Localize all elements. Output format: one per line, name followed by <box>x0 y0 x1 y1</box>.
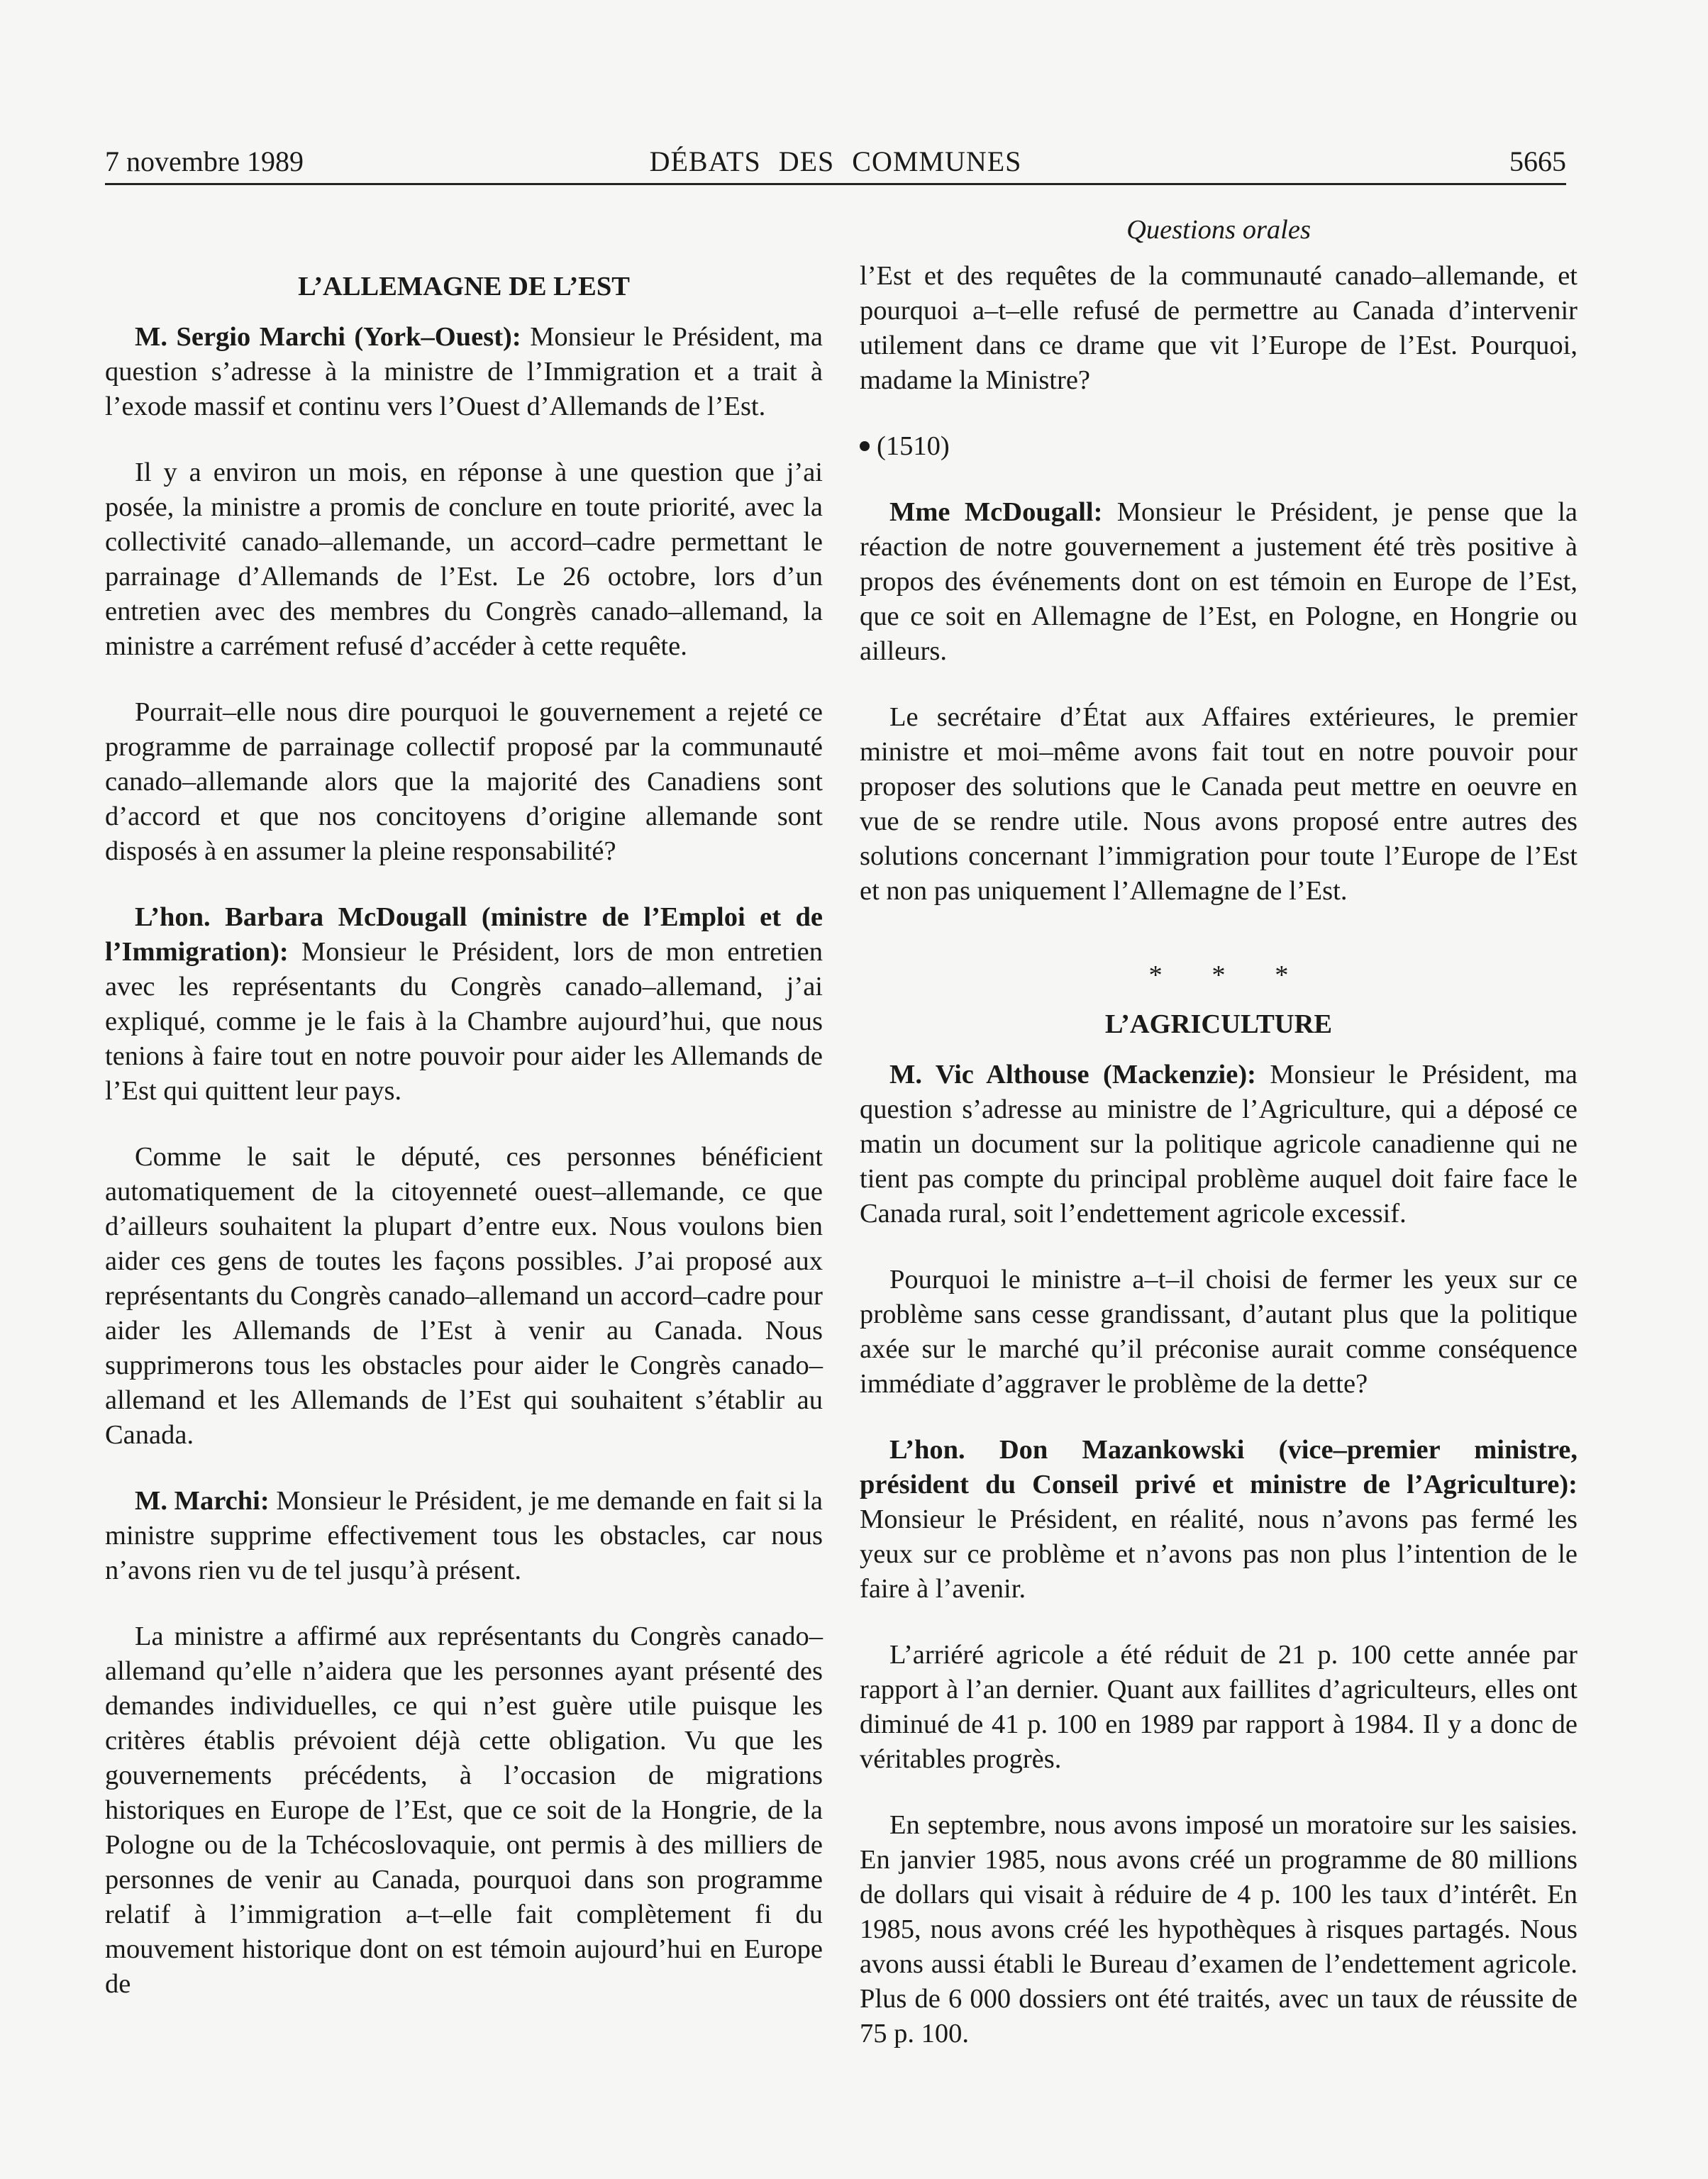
paragraph <box>105 320 823 424</box>
paragraph: La ministre a affirmé aux représentants du Congrès canado–allemand qu’elle n’aidera que les personnes ayant présenté des demandes individuelles, ce qui n’est guère utile puisque les critères établis prévoient déjà cette obligation. Vu que les gouvernements précédents, à l’occasion de migrations historiques en Europe de l’Est, que ce soit de la Hongrie, de la Pologne ou de la Tchécoslovaquie, ont permis à des milliers de personnes de venir au Canada, pourquoi dans son programme relatif à l’immigration a–t–elle fait complètement fi du mouvement historique dont on est témoin aujourd’hui en Europe de <box>105 1621 823 1999</box>
paragraph: Comme le sait le député, ces personnes bénéficient automatiquement de la citoyenneté ouest–allemande, ce que d’ailleurs souhaitent la plupart d’entre eux. Nous voulons bien aider ces gens de toutes les façons possibles. J’ai proposé aux représentants du Congrès canado–allemand un accord–cadre pour aider les Allemands de l’Est à venir au Canada. Nous supprimerons tous les obstacles pour aider le Congrès canado–allemand et les Allemands de l’Est qui souhaitent s’établir au Canada. <box>105 1142 823 1450</box>
paragraph <box>860 495 1577 669</box>
paragraph: Le secrétaire d’État aux Affaires extérieures, le premier ministre et moi–même avons fait tout en notre pouvoir pour proposer des solutions que le Canada peut mettre en oeuvre en vue de se rendre utile. Nous avons proposé entre autres des solutions concernant l’immigration pour toute l’Europe de l’Est et non pas uniquement l’Allemagne de l’Est. <box>860 702 1577 906</box>
paragraph: Pourquoi le ministre a–t–il choisi de fermer les yeux sur ce problème sans cesse grandissant, d’autant plus que la politique axée sur le marché qu’il préconise aurait comme conséquence immédiate d’aggraver le problème de la dette? <box>860 1265 1577 1399</box>
section-label: Questions orales <box>1126 215 1311 245</box>
speech-text: Monsieur le Président, je me demande en fait si la ministre supprime effectivement tous les obstacles, car nous n’avons rien vu de tel jusqu’à présent. <box>105 1486 823 1585</box>
paragraph <box>860 1433 1577 1607</box>
speech-text: Monsieur le Président, je pense que la réaction de notre gouvernement a justement été très positive à propos des événements dont on est témoin en Europe de l’Est, que ce soit en Allemagne de l’Est, en Pologne, en Hongrie ou ailleurs. <box>860 497 1577 666</box>
left-column <box>105 213 823 2002</box>
section-heading-east-germany: L’ALLEMAGNE DE L’EST <box>298 272 630 301</box>
header-rule <box>105 183 1566 185</box>
paragraph: En septembre, nous avons imposé un moratoire sur les saisies. En janvier 1985, nous avons créé un programme de 80 millions de dollars qui visait à réduire de 4 p. 100 les taux d’intérêt. En 1985, nous avons créé les hypothèques à risques partagés. Nous avons aussi établi le Bureau d’examen de l’endettement agricole. Plus de 6 000 dossiers ont été traités, avec un taux de réussite de 75 p. 100. <box>860 1810 1577 2048</box>
speech-text: Monsieur le Président, lors de mon entretien avec les représentants du Congrès canado–allemand, j’ai expliqué, comme je le fais à la Chambre aujourd’hui, que nous tenions à faire tout en notre pouvoir pour aider les Allemands de l’Est qui quittent leur pays. <box>105 937 823 1106</box>
section-heading-agriculture: L’AGRICULTURE <box>1104 1009 1333 1039</box>
header-page-number: 5665 <box>1509 145 1566 177</box>
time-stamp: (1510) <box>877 431 950 461</box>
time-marker <box>860 429 1577 464</box>
speaker-name: M. Vic Althouse (Mackenzie): <box>889 1060 1256 1090</box>
bullet-icon <box>860 441 870 451</box>
paragraph <box>105 1484 823 1588</box>
section-separator: * * * <box>1148 960 1310 990</box>
paragraph: Il y a environ un mois, en réponse à une question que j’ai posée, la ministre a promis de conclure en toute priorité, avec la collectivité canado–allemande, un accord–cadre permettant le parrainage d’Allemands de l’Est. Le 26 octobre, lors d’un entretien avec des membres du Congrès canado–allemand, la ministre a carrément refusé d’accéder à cette requête. <box>105 458 823 661</box>
speech-text: Monsieur le Président, en réalité, nous n’avons pas fermé les yeux sur ce problème et n’avons pas non plus l’intention de le faire à l’avenir. <box>860 1504 1577 1604</box>
running-header <box>105 142 1566 182</box>
speaker-name: M. Marchi: <box>135 1486 270 1516</box>
speaker-name: Mme McDougall: <box>889 497 1103 527</box>
paragraph: L’arriéré agricole a été réduit de 21 p. 100 cette année par rapport à l’an dernier. Quant aux faillites d’agriculteurs, elles ont diminué de 41 p. 100 en 1989 par rapport à 1984. Il y a donc de véritables progrès. <box>860 1640 1577 1774</box>
paragraph <box>105 900 823 1109</box>
speaker-name: L’hon. Barbara McDougall (ministre de l’Emploi et de l’Immigration): <box>105 902 823 967</box>
paragraph: l’Est et des requêtes de la communauté canado–allemande, et pourquoi a–t–elle refusé de permettre au Canada d’intervenir utilement dans ce drame que vit l’Europe de l’Est. Pourquoi, madame la Ministre? <box>860 261 1577 395</box>
header-title: DÉBATS DES COMMUNES <box>649 145 1022 177</box>
header-date: 7 novembre 1989 <box>105 145 304 177</box>
paragraph: Pourrait–elle nous dire pourquoi le gouvernement a rejeté ce programme de parrainage collectif proposé par la communauté canado–allemande alors que la majorité des Canadiens sont d’accord et que nos concitoyens d’origine allemande sont disposés à en assumer la pleine responsabilité? <box>105 697 823 866</box>
right-column <box>860 213 1577 2051</box>
speaker-name: L’hon. Don Mazankowski (vice–premier ministre, président du Conseil privé et ministre de l’Agriculture): <box>860 1435 1577 1499</box>
speaker-name: M. Sergio Marchi (York–Ouest): <box>135 322 521 352</box>
speech-text: Monsieur le Président, ma question s’adresse au ministre de l’Agriculture, qui a déposé ce matin un document sur la politique agricole canadienne qui ne tient pas compte du principal problème auquel doit faire face le Canada rural, soit l’endettement agricole excessif. <box>860 1060 1577 1229</box>
speech-text: Monsieur le Président, ma question s’adresse à la ministre de l’Immigration et a trait à l’exode massif et continu vers l’Ouest d’Allemands de l’Est. <box>105 322 823 421</box>
paragraph <box>860 1058 1577 1231</box>
